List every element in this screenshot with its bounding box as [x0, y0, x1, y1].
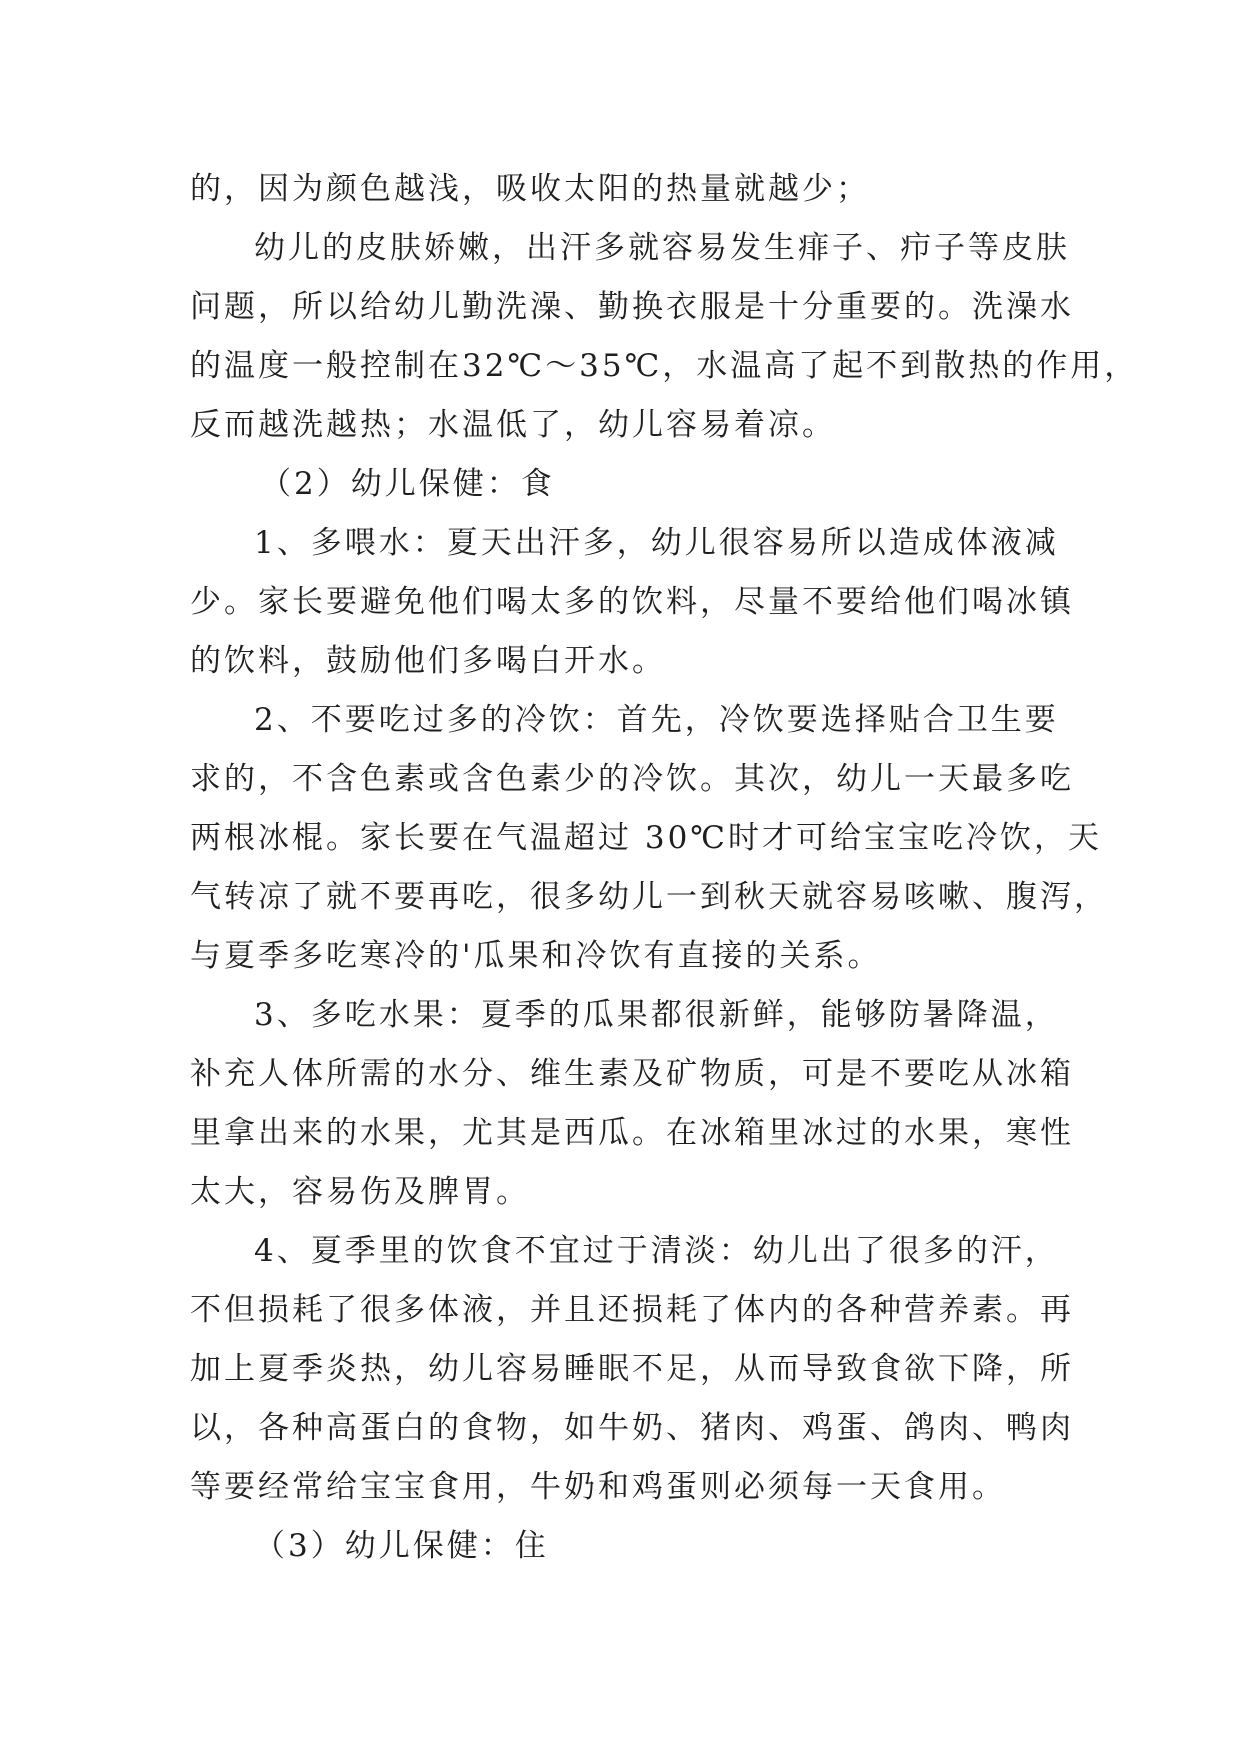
text-line: 以，各种高蛋白的食物，如牛奶、猪肉、鸡蛋、鸽肉、鸭肉	[190, 1410, 1074, 1446]
text-line: 不但损耗了很多体液，并且还损耗了体内的各种营养素。再	[190, 1292, 1074, 1328]
text-line: 等要经常给宝宝食用，牛奶和鸡蛋则必须每一天食用。	[190, 1469, 1006, 1505]
text-line: 反而越洗越热；水温低了，幼儿容易着凉。	[190, 407, 836, 443]
text-line: 问题，所以给幼儿勤洗澡、勤换衣服是十分重要的。洗澡水	[190, 289, 1074, 325]
text-line: 气转凉了就不要再吃，很多幼儿一到秋天就容易咳嗽、腹泻，	[190, 879, 1108, 915]
text-line: 补充人体所需的水分、维生素及矿物质，可是不要吃从冰箱	[190, 1056, 1074, 1092]
text-line: 少。家长要避免他们喝太多的饮料，尽量不要给他们喝冰镇	[190, 584, 1074, 620]
text-line: 与夏季多吃寒冷的'瓜果和冷饮有直接的关系。	[190, 938, 882, 974]
text-line: 求的，不含色素或含色素少的冷饮。其次，幼儿一天最多吃	[190, 761, 1074, 797]
text-line: 加上夏季炎热，幼儿容易睡眠不足，从而导致食欲下降，所	[190, 1351, 1074, 1387]
text-line: 的温度一般控制在32℃～35℃，水温高了起不到散热的作用，	[190, 348, 1139, 384]
section-heading: （3）幼儿保健：住	[254, 1528, 549, 1564]
text-line: 太大，容易伤及脾胃。	[190, 1174, 530, 1210]
text-line: 的饮料，鼓励他们多喝白开水。	[190, 643, 666, 679]
section-heading: （2）幼儿保健：食	[260, 466, 555, 502]
text-line: 里拿出来的水果，尤其是西瓜。在冰箱里冰过的水果，寒性	[190, 1115, 1074, 1151]
text-line: 的，因为颜色越浅，吸收太阳的热量就越少；	[190, 171, 870, 207]
document-body	[190, 160, 1139, 1576]
text-line: 幼儿的皮肤娇嫩，出汗多就容易发生痱子、疖子等皮肤	[254, 230, 1070, 266]
text-line: 两根冰棍。家长要在气温超过 30℃时才可给宝宝吃冷饮，天	[190, 820, 1102, 856]
text-line: 4、夏季里的饮食不宜过于清淡：幼儿出了很多的汗，	[254, 1233, 1059, 1269]
text-line: 1、多喂水：夏天出汗多，幼儿很容易所以造成体液减	[254, 525, 1059, 561]
text-line: 2、不要吃过多的冷饮：首先，冷饮要选择贴合卫生要	[254, 702, 1059, 738]
text-line: 3、多吃水果：夏季的瓜果都很新鲜，能够防暑降温，	[254, 997, 1059, 1033]
